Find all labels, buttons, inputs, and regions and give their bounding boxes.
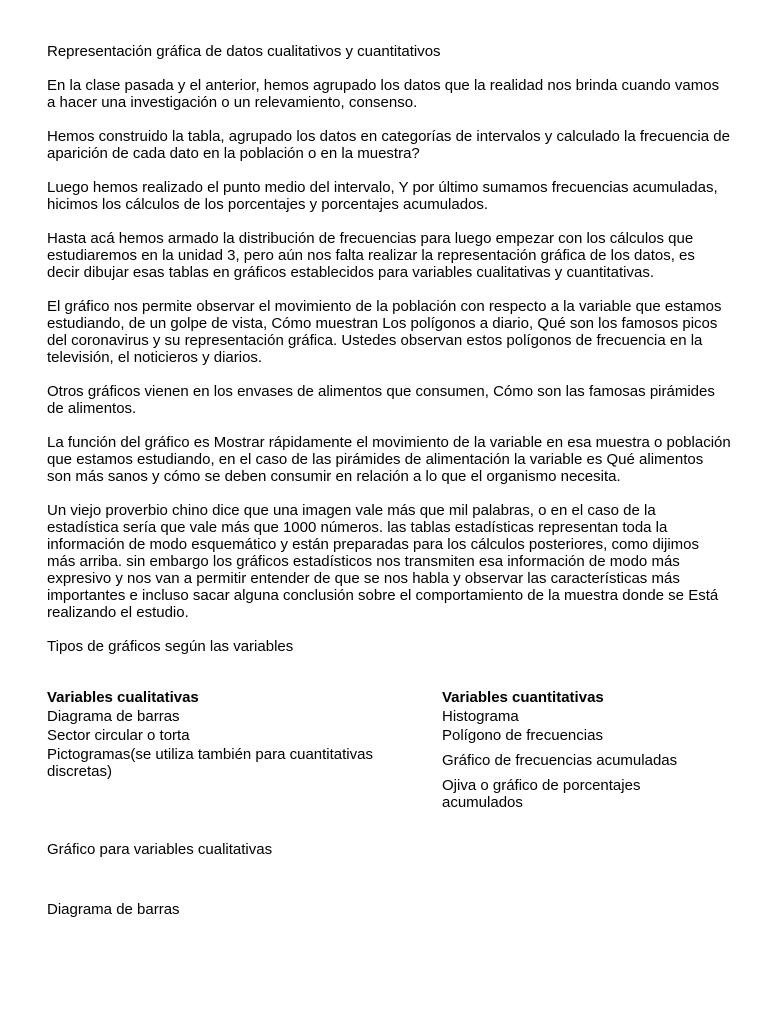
quantitative-column	[442, 689, 722, 813]
sub-heading: Diagrama de barras	[47, 901, 180, 918]
qualitative-item: Pictogramas(se utiliza también para cuantitativas discretas)	[47, 746, 373, 780]
variable-types-columns	[47, 689, 731, 817]
section-heading: Gráfico para variables cualitativas	[47, 841, 273, 858]
paragraph-6: Otros gráficos vienen en los envases de alimentos que consumen, Cómo son las famosas pirámides de alimentos.	[47, 383, 715, 417]
paragraph-5: El gráfico nos permite observar el movimiento de la población con respecto a la variable que estamos estudiando, de un golpe de vista, Cómo muestran Los polígonos a diario, Qué son los famosos picos del coronavirus y su representación gráfica. Ustedes observan estos polígonos de frecuencia en la televisión, el noticieros y diarios.	[47, 298, 722, 366]
paragraph-4: Hasta acá hemos armado la distribución de frecuencias para luego empezar con los cálculos que estudiaremos en la unidad 3, pero aún nos falta realizar la representación gráfica de los datos, es decir dibujar esas tablas en gráficos establecidos para variables cualitativas y cuantitativas.	[47, 230, 695, 281]
quantitative-item: Ojiva o gráfico de porcentajes acumulados	[442, 777, 641, 811]
quantitative-title: Variables cuantitativas	[442, 689, 604, 706]
document-page	[47, 43, 731, 918]
qualitative-title: Variables cualitativas	[47, 689, 199, 706]
quantitative-item: Polígono de frecuencias	[442, 727, 603, 744]
quantitative-item: Gráfico de frecuencias acumuladas	[442, 752, 678, 769]
quantitative-item: Histograma	[442, 708, 519, 725]
paragraph-1: En la clase pasada y el anterior, hemos agrupado los datos que la realidad nos brinda cuando vamos a hacer una investigación o un relevamiento, consenso.	[47, 77, 720, 111]
chart-types-title: Tipos de gráficos según las variables	[47, 638, 294, 655]
paragraph-2: Hemos construido la tabla, agrupado los datos en categorías de intervalos y calculado la frecuencia de aparición de cada dato en la población o en la muestra?	[47, 128, 730, 162]
qualitative-item: Diagrama de barras	[47, 708, 180, 725]
qualitative-item: Sector circular o torta	[47, 727, 190, 744]
document-title: Representación gráfica de datos cualitativos y cuantitativos	[47, 43, 441, 60]
paragraph-8: Un viejo proverbio chino dice que una imagen vale más que mil palabras, o en el caso de la estadística sería que vale más que 1000 números. las tablas estadísticas representan toda la información de modo esquemático y están preparadas para los cálculos posteriores, como dijimos más arriba. sin embargo los gráficos estadísticos nos transmiten esa información de modo más expresivo y nos van a permitir entender de que se nos habla y observar las características más importantes e incluso sacar alguna conclusión sobre el comportamiento de la muestra donde se Está realizando el estudio.	[47, 502, 719, 621]
paragraph-3: Luego hemos realizado el punto medio del intervalo, Y por último sumamos frecuencias acumuladas, hicimos los cálculos de los porcentajes y porcentajes acumulados.	[47, 179, 718, 213]
qualitative-column	[47, 689, 407, 782]
paragraph-7: La función del gráfico es Mostrar rápidamente el movimiento de la variable en esa muestra o población que estamos estudiando, en el caso de las pirámides de alimentación la variable es Qué alimentos son más sanos y cómo se deben consumir en relación a lo que el organismo necesita.	[47, 434, 731, 485]
